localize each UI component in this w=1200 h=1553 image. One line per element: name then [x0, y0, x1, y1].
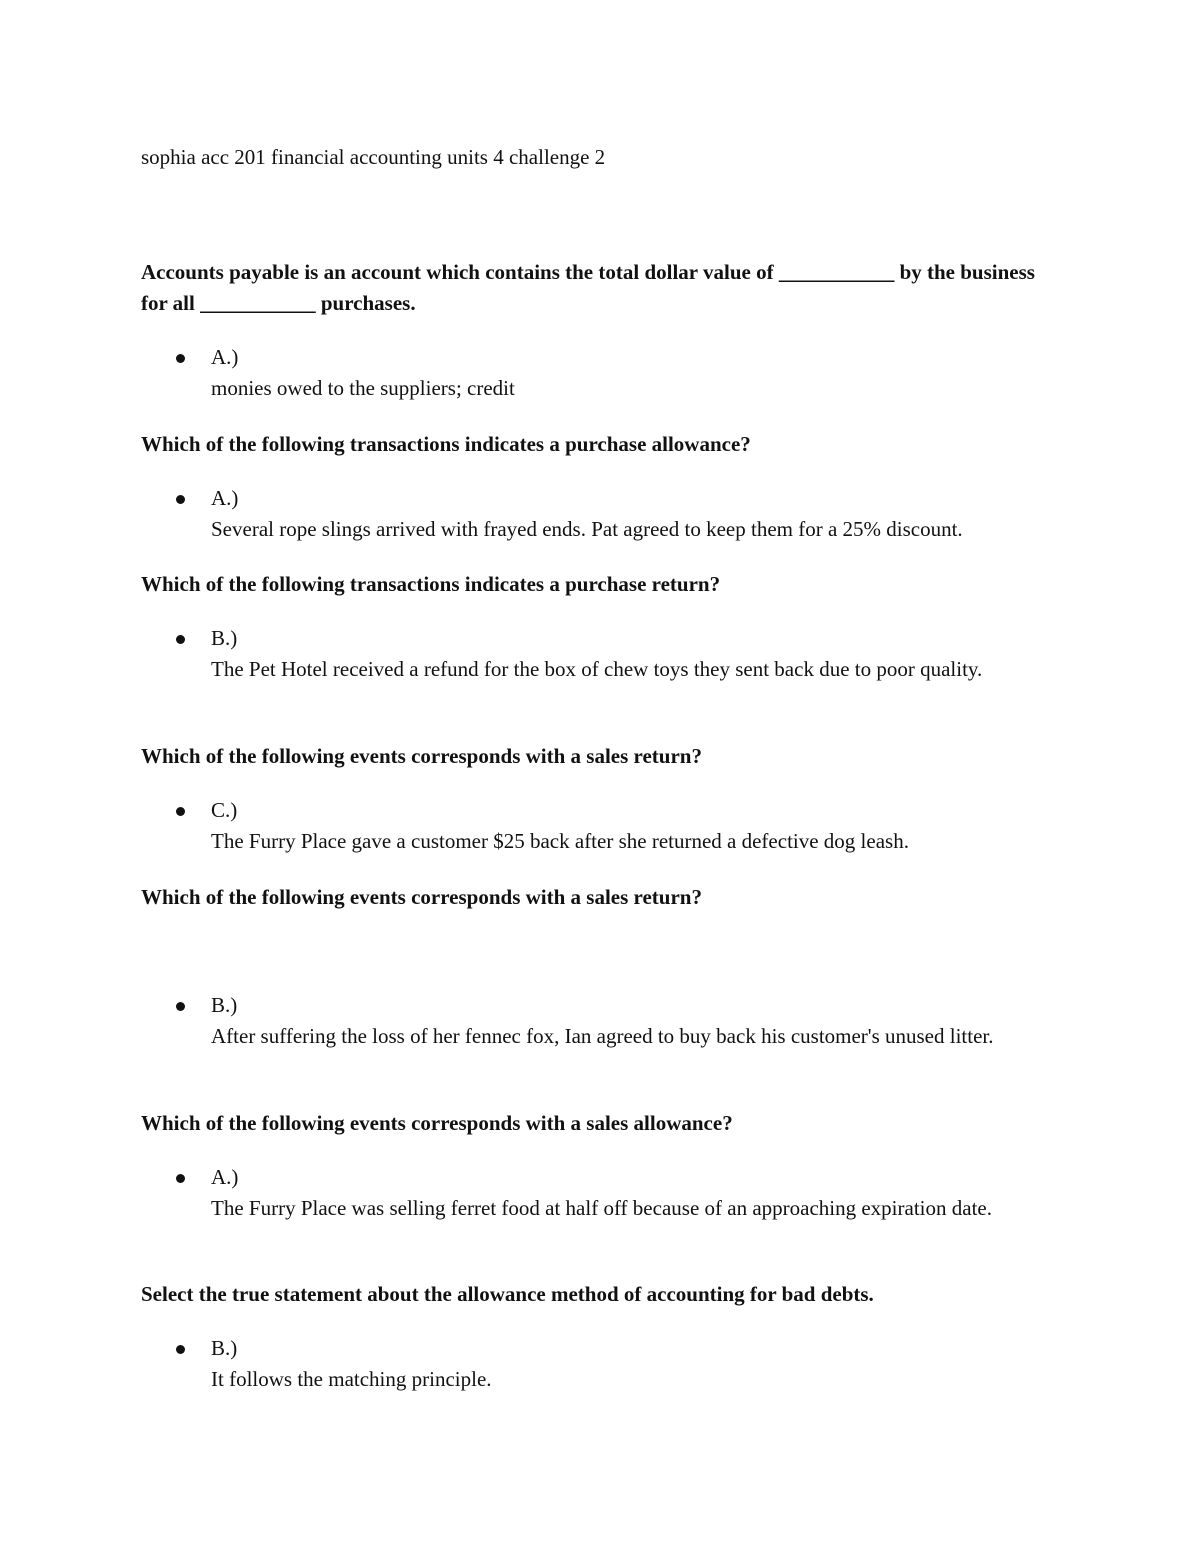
answer-letter: A.): [211, 486, 239, 510]
answer-1: [176, 342, 1056, 404]
answer-letter: B.): [211, 626, 238, 650]
answer-text: Several rope slings arrived with frayed ends. Pat agreed to keep them for a 25% discount.: [211, 517, 963, 541]
question-3: Which of the following transactions indicates a purchase return?: [141, 572, 721, 596]
question-1: Accounts payable is an account which contains the total dollar value of ___________ by the business for all ___________ purchases.: [141, 260, 1035, 315]
answer-text: The Furry Place gave a customer $25 back after she returned a defective dog leash.: [211, 829, 909, 853]
bullet-icon: [176, 1002, 185, 1011]
bullet-icon: [176, 495, 185, 504]
bullet-icon: [176, 807, 185, 816]
bullet-icon: [176, 1174, 185, 1183]
answer-5: [176, 990, 1056, 1052]
answer-letter: B.): [211, 993, 238, 1017]
question-7: Select the true statement about the allowance method of accounting for bad debts.: [141, 1282, 874, 1306]
question-6: Which of the following events corresponds with a sales allowance?: [141, 1111, 733, 1135]
answer-letter: A.): [211, 345, 239, 369]
answer-7: [176, 1333, 1056, 1395]
answer-letter: A.): [211, 1165, 239, 1189]
answer-2: [176, 483, 1056, 545]
answer-4: [176, 795, 1056, 857]
question-4: Which of the following events corresponds with a sales return?: [141, 744, 702, 768]
question-5: Which of the following events corresponds with a sales return?: [141, 885, 702, 909]
answer-letter: B.): [211, 1336, 238, 1360]
bullet-icon: [176, 635, 185, 644]
answer-text: The Pet Hotel received a refund for the box of chew toys they sent back due to poor quality.: [211, 657, 983, 681]
document-title: sophia acc 201 financial accounting units 4 challenge 2: [141, 145, 606, 169]
answer-text: The Furry Place was selling ferret food at half off because of an approaching expiration date.: [211, 1196, 992, 1220]
question-2: Which of the following transactions indicates a purchase allowance?: [141, 432, 751, 456]
answer-text: monies owed to the suppliers; credit: [211, 376, 515, 400]
bullet-icon: [176, 354, 185, 363]
answer-letter: C.): [211, 798, 238, 822]
answer-3: [176, 623, 1056, 685]
bullet-icon: [176, 1345, 185, 1354]
answer-text: It follows the matching principle.: [211, 1367, 492, 1391]
answer-text: After suffering the loss of her fennec fox, Ian agreed to buy back his customer's unused litter.: [211, 1024, 994, 1048]
answer-6: [176, 1162, 1056, 1224]
